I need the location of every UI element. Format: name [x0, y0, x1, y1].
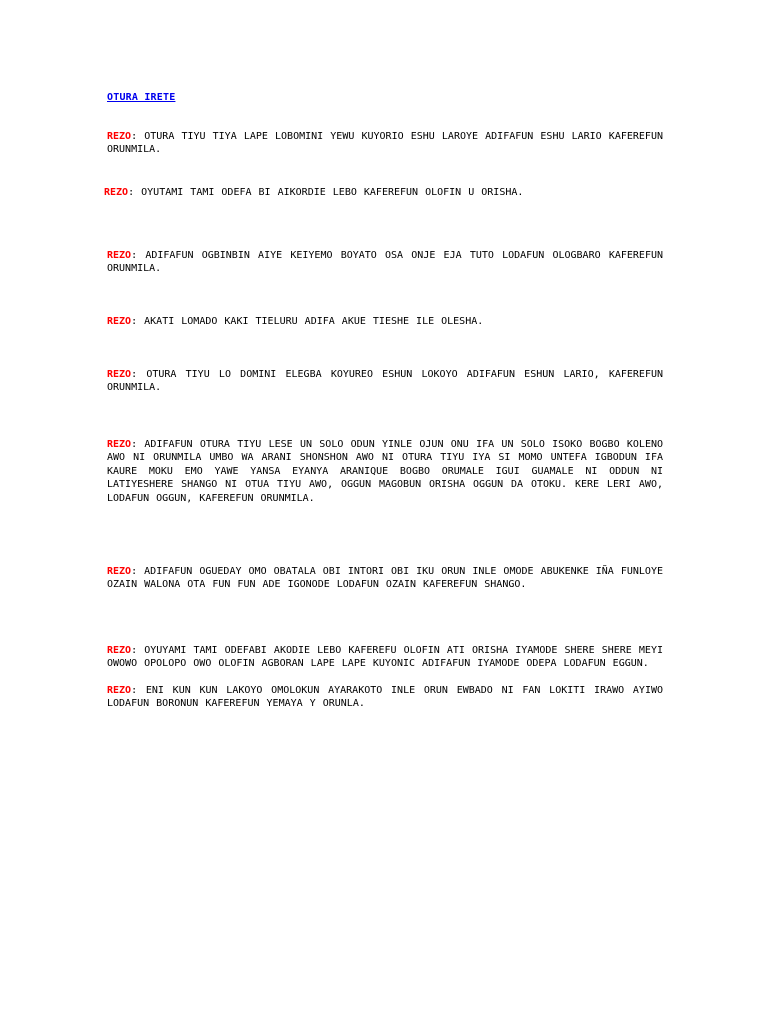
- rezo-paragraph-9: REZO: ENI KUN KUN LAKOYO OMOLOKUN AYARAKOTO INLE ORUN EWBADO NI FAN LOKITI IRAWO AYIWO LODAFUN BORONUN KAFEREFUN YEMAYA Y ORUNLA.: [107, 685, 664, 710]
- rezo-paragraph-6: REZO: ADIFAFUN OTURA TIYU LESE UN SOLO ODUN YINLE OJUN ONU IFA UN SOLO ISOKO BOGBO KOLENO AWO NI ORUNMILA UMBO WA ARANI SHONSHON AWO NI OTURA TIYU IYA SI MOMO UNTEFA IGBODUN IFA KAURE MOKU EMO YAWE YANSA EYANYA ARANIQUE BOGBO ORUMALE IGUI GUAMALE NI ODDUN NI LATIYESHERE SHANGO NI OTUA TIYU AWO, OGGUN MAGOBUN ORISHA OGGUN DA OTOKU. KERE LERI AWO, LODAFUN OGGUN, KAFEREFUN ORUNMILA.: [107, 439, 664, 504]
- rezo-text: ENI KUN KUN LAKOYO OMOLOKUN AYARAKOTO INLE ORUN EWBADO NI FAN LOKITI IRAWO AYIWO LODAFUN BORONUN KAFEREFUN YEMAYA Y ORUNLA.: [107, 685, 664, 710]
- rezo-text: OYUYAMI TAMI ODEFABI AKODIE LEBO KAFEREFU OLOFIN ATI ORISHA IYAMODE SHERE SHERE MEYI OWOWO OPOLOPO OWO OLOFIN AGBORAN LAPE LAPE KUYONIC ADIFAFUN IYAMODE ODEPA LODAFUN EGGUN.: [107, 645, 663, 670]
- rezo-paragraph-3: REZO: ADIFAFUN OGBINBIN AIYE KEIYEMO BOYATO OSA ONJE EJA TUTO LODAFUN OLOGBARO KAFEREFUN ORUNMILA.: [107, 250, 664, 275]
- rezo-text: OTURA TIYU TIYA LAPE LOBOMINI YEWU KUYORIO ESHU LAROYE ADIFAFUN ESHU LARIO KAFEREFUN ORUNMILA.: [107, 131, 663, 156]
- rezo-paragraph-7: REZO: ADIFAFUN OGUEDAY OMO OBATALA OBI INTORI OBI IKU ORUN INLE OMODE ABUKENKE IÑA FUNLOYE OZAIN WALONA OTA FUN FUN ADE IGONODE LODAFUN OZAIN KAFEREFUN SHANGO.: [107, 566, 663, 591]
- rezo-paragraph-5: REZO: OTURA TIYU LO DOMINI ELEGBA KOYUREO ESHUN LOKOYO ADIFAFUN ESHUN LARIO, KAFEREFUN ORUNMILA.: [107, 369, 664, 394]
- rezo-label: REZO: [107, 566, 132, 577]
- rezo-text: ADIFAFUN OGBINBIN AIYE KEIYEMO BOYATO OSA ONJE EJA TUTO LODAFUN OLOGBARO KAFEREFUN ORUNMILA.: [107, 250, 664, 275]
- rezo-label: REZO: [107, 131, 132, 142]
- rezo-text: OTURA TIYU LO DOMINI ELEGBA KOYUREO ESHUN LOKOYO ADIFAFUN ESHUN LARIO, KAFEREFUN ORUNMILA.: [107, 369, 664, 394]
- rezo-paragraph-1: REZO: OTURA TIYU TIYA LAPE LOBOMINI YEWU KUYORIO ESHU LAROYE ADIFAFUN ESHU LARIO KAFEREFUN ORUNMILA.: [107, 131, 663, 156]
- rezo-label: REZO: [107, 250, 132, 261]
- rezo-paragraph-2: REZO: OYUTAMI TAMI ODEFA BI AIKORDIE LEBO KAFEREFUN OLOFIN U ORISHA.: [104, 187, 524, 198]
- rezo-label: REZO: [104, 187, 129, 198]
- rezo-paragraph-4: REZO: AKATI LOMADO KAKI TIELURU ADIFA AKUE TIESHE ILE OLESHA.: [107, 316, 484, 327]
- rezo-label: REZO: [107, 685, 132, 696]
- rezo-label: REZO: [107, 645, 132, 656]
- rezo-label: REZO: [107, 439, 132, 450]
- rezo-text: ADIFAFUN OTURA TIYU LESE UN SOLO ODUN YINLE OJUN ONU IFA UN SOLO ISOKO BOGBO KOLENO AWO NI ORUNMILA UMBO WA ARANI SHONSHON AWO NI OTURA TIYU IYA SI MOMO UNTEFA IGBODUN IFA KAURE MOKU EMO YAWE YANSA EYANYA ARANIQUE BOGBO ORUMALE IGUI GUAMALE NI ODDUN NI LATIYESHERE SHANGO NI OTUA TIYU AWO, OGGUN MAGOBUN ORISHA OGGUN DA OTOKU. KERE LERI AWO, LODAFUN OGGUN, KAFEREFUN ORUNMILA.: [107, 439, 664, 504]
- document-title-link[interactable]: OTURA IRETE: [107, 92, 176, 103]
- rezo-label: REZO: [107, 316, 132, 327]
- rezo-paragraph-8: REZO: OYUYAMI TAMI ODEFABI AKODIE LEBO KAFEREFU OLOFIN ATI ORISHA IYAMODE SHERE SHERE MEYI OWOWO OPOLOPO OWO OLOFIN AGBORAN LAPE LAPE KUYONIC ADIFAFUN IYAMODE ODEPA LODAFUN EGGUN.: [107, 645, 663, 670]
- rezo-text: ADIFAFUN OGUEDAY OMO OBATALA OBI INTORI OBI IKU ORUN INLE OMODE ABUKENKE IÑA FUNLOYE OZAIN WALONA OTA FUN FUN ADE IGONODE LODAFUN OZAIN KAFEREFUN SHANGO.: [107, 566, 663, 591]
- rezo-text: AKATI LOMADO KAKI TIELURU ADIFA AKUE TIESHE ILE OLESHA.: [144, 316, 484, 327]
- rezo-text: OYUTAMI TAMI ODEFA BI AIKORDIE LEBO KAFEREFUN OLOFIN U ORISHA.: [141, 187, 524, 198]
- rezo-label: REZO: [107, 369, 132, 380]
